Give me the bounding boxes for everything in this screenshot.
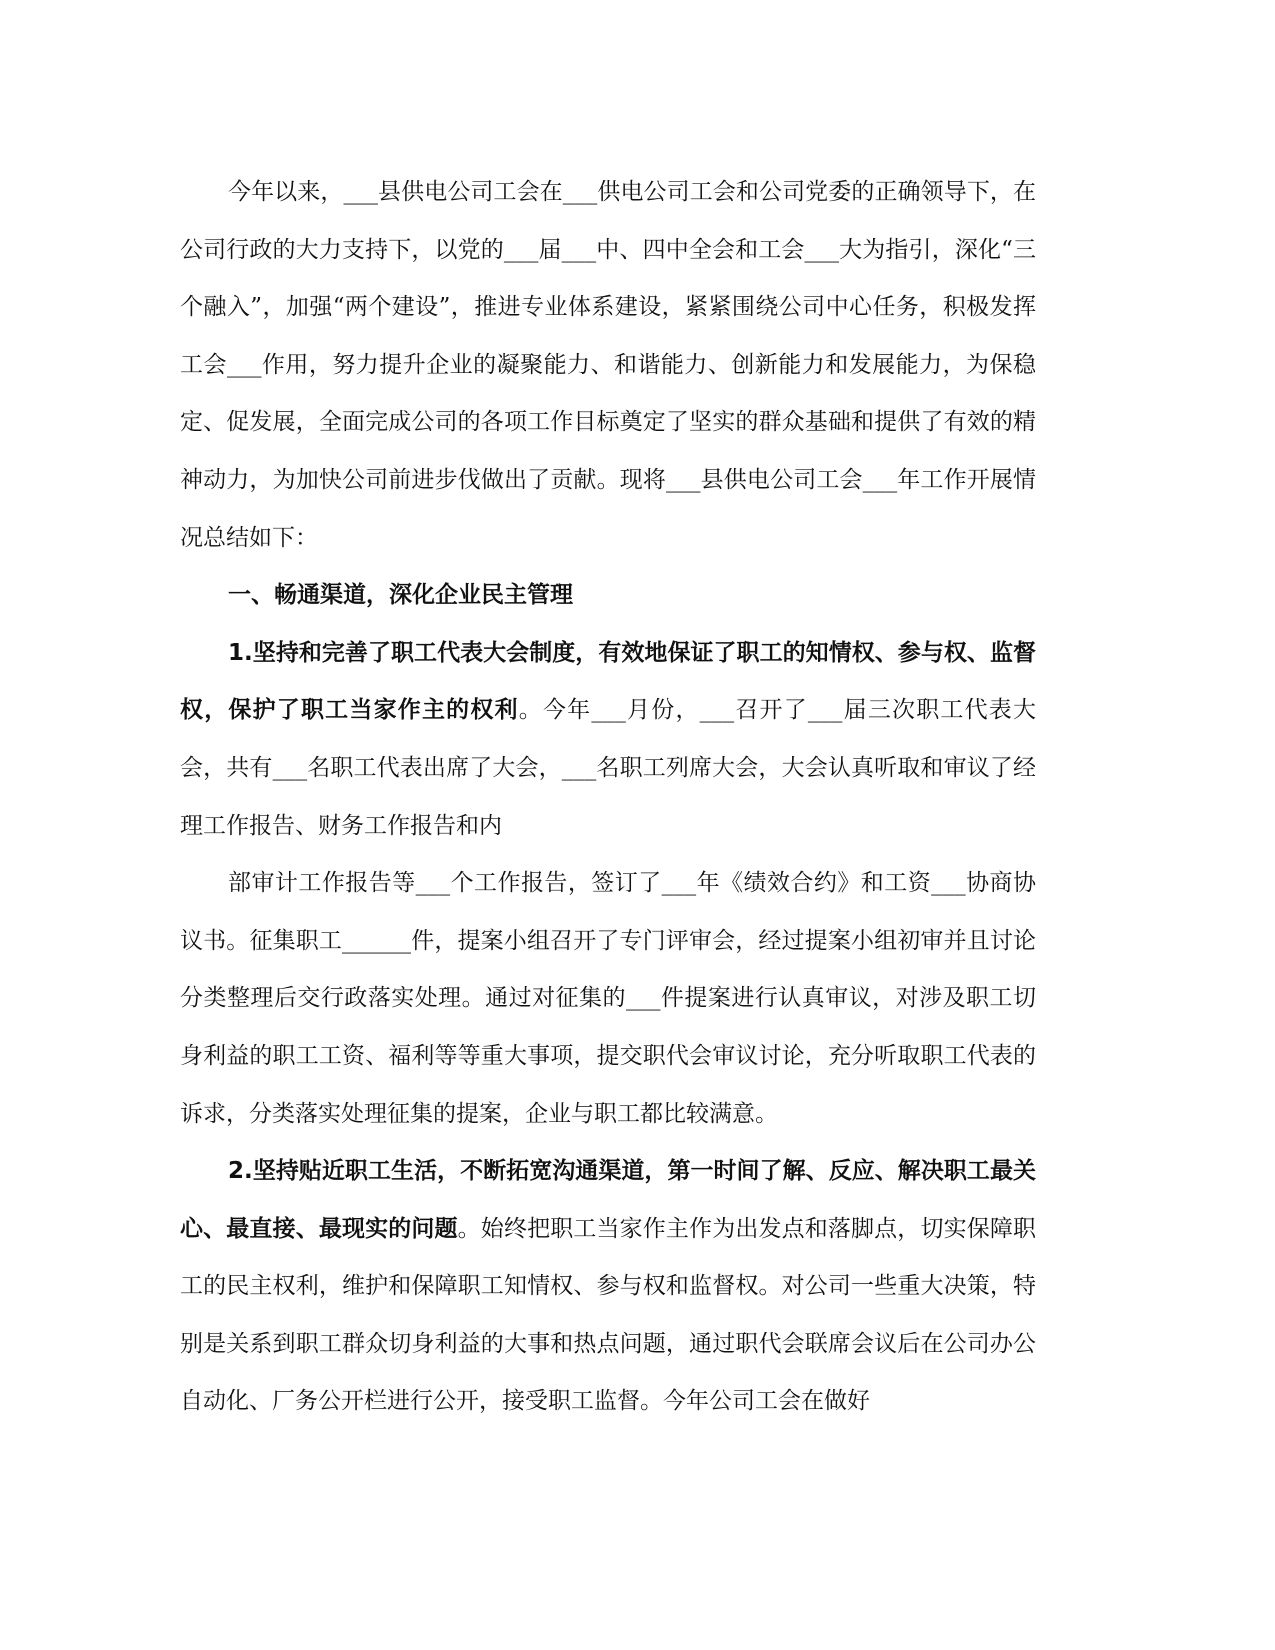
item-2-title: 2.坚持贴近职工生活，不断拓宽沟通渠道，第一时间了解、反应、解决职工最关心、最直接、最现实的问题: [180, 1158, 1036, 1242]
intro-paragraph: 今年以来，___县供电公司工会在___供电公司工会和公司党委的正确领导下，在公司行政的大力支持下，以党的___届___中、四中全会和工会___大为指引，深化“三个融入”，加强“两个建设”，推进专业体系建设，紧紧围绕公司中心任务，积极发挥工会___作用，努力提升企业的凝聚能力、和谐能力、创新能力和发展能力，为保稳定、促发展，全面完成公司的各项工作目标奠定了坚实的群众基础和提供了有效的精神动力，为加快公司前进步伐做出了贡献。现将___县供电公司工会___年工作开展情况总结如下：: [180, 179, 1036, 551]
section-heading: 一、畅通渠道，深化企业民主管理: [228, 582, 573, 609]
item-2-paragraph: [180, 1143, 1036, 1431]
item-2-text: 。始终把职工当家作主作为出发点和落脚点，切实保障职工的民主权利，维护和保障职工知情权、参与权和监督权。对公司一些重大决策，特别是关系到职工群众切身利益的大事和热点问题，通过职代会联席会议后在公司办公自动化、厂务公开栏进行公开，接受职工监督。今年公司工会在做好: [180, 1215, 1037, 1415]
item-1-text: 。今年___月份，___召开了___届三次职工代表大会，共有___名职工代表出席了大会，___名职工列席大会，大会认真听取和审议了经理工作报告、财务工作报告和内: [180, 697, 1037, 839]
continuation-paragraph: 部审计工作报告等___个工作报告，签订了___年《绩效合约》和工资___协商协议书。征集职工______件，提案小组召开了专门评审会，经过提案小组初审并且讨论分类整理后交行政落实处理。通过对征集的___件提案进行认真审议，对涉及职工切身利益的职工工资、福利等等重大事项，提交职代会审议讨论，充分听取职工代表的诉求，分类落实处理征集的提案，企业与职工都比较满意。: [180, 870, 1036, 1127]
item-1-paragraph: [180, 625, 1036, 855]
document-body: [180, 164, 1036, 1431]
item-1-title: 1.坚持和完善了职工代表大会制度，有效地保证了职工的知情权、参与权、监督权，保护了职工当家作主的权利: [180, 639, 1036, 724]
